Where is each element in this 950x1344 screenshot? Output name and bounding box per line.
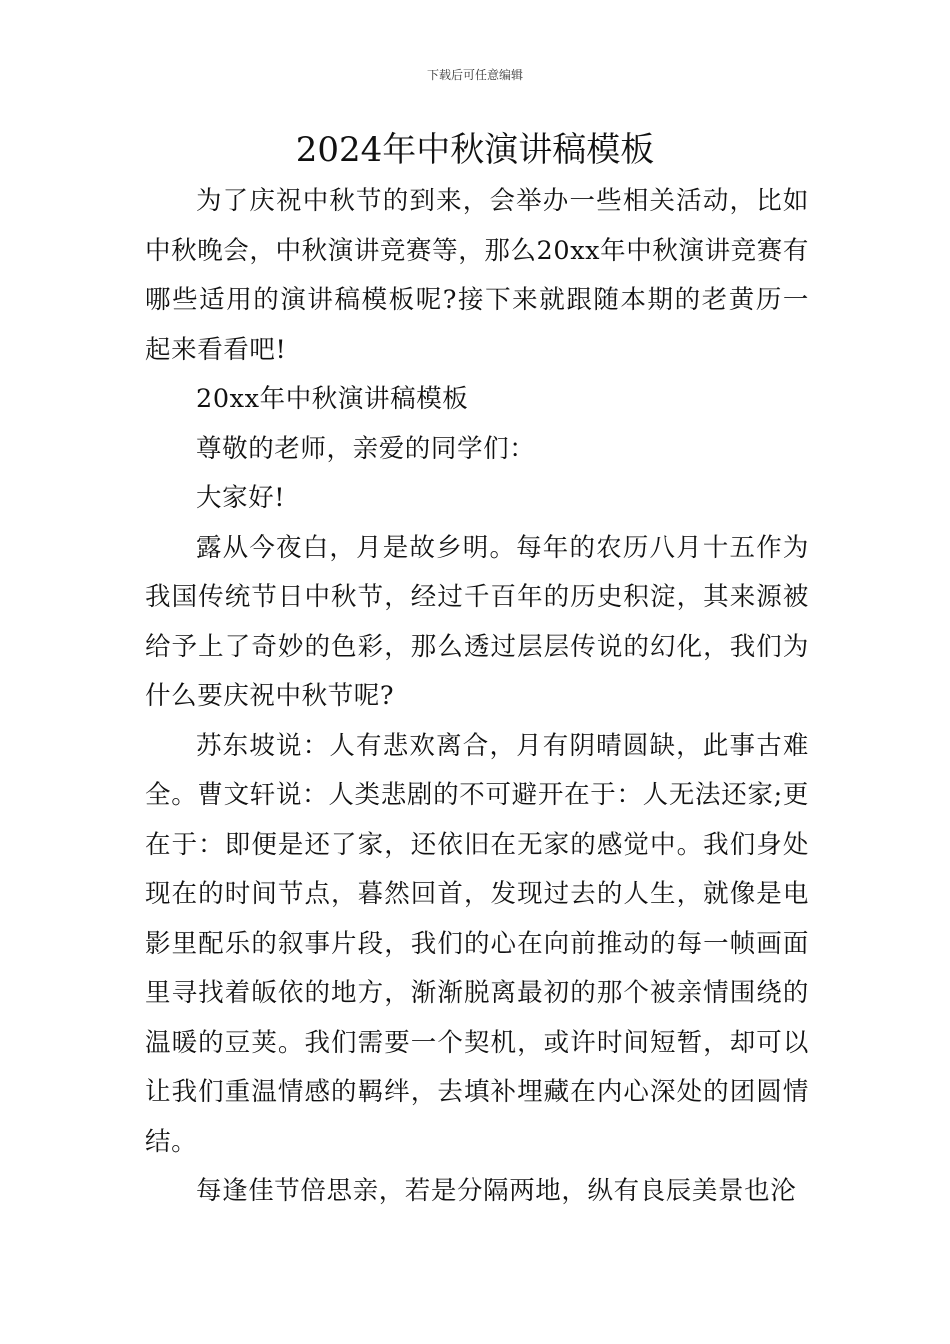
paragraph-salutation: 尊敬的老师，亲爱的同学们： xyxy=(196,433,536,464)
paragraph-intro: 为了庆祝中秋节的到来，会举办一些相关活动，比如中秋晚会，中秋演讲竞赛等，那么20xx年中秋演讲竞赛有哪些适用的演讲稿模板呢?接下来就跟随本期的老黄历一起来看看吧! xyxy=(145,186,809,365)
paragraph-body-3: 每逢佳节倍思亲，若是分隔两地，纵有良辰美景也沦 xyxy=(196,1176,797,1206)
paragraph-subtitle: 20xx年中秋演讲稿模板 xyxy=(196,384,469,414)
paragraph-greeting: 大家好! xyxy=(196,483,286,513)
document-title: 2024年中秋演讲稿模板 xyxy=(295,130,655,170)
header-note: 下载后可任意编辑 xyxy=(426,68,523,82)
paragraph-body-1: 露从今夜白，月是故乡明。每年的农历八月十五作为我国传统节日中秋节，经过千百年的历史积淀，其来源被给予上了奇妙的色彩，那么透过层层传说的幻化，我们为什么要庆祝中秋节呢? xyxy=(145,532,809,711)
document-body xyxy=(145,177,809,1217)
paragraph-body-2: 苏东坡说：人有悲欢离合，月有阴晴圆缺，此事古难全。曹文轩说：人类悲剧的不可避开在于：人无法还家;更在于：即便是还了家，还依旧在无家的感觉中。我们身处现在的时间节点，暮然回首，发现过去的人生，就像是电影里配乐的叙事片段，我们的心在向前推动的每一帧画面里寻找着皈依的地方，渐渐脱离最初的那个被亲情围绕的温暖的豆荚。我们需要一个契机，或许时间短暂，却可以让我们重温情感的羁绊，去填补埋藏在内心深处的团圆情结。 xyxy=(145,730,809,1157)
